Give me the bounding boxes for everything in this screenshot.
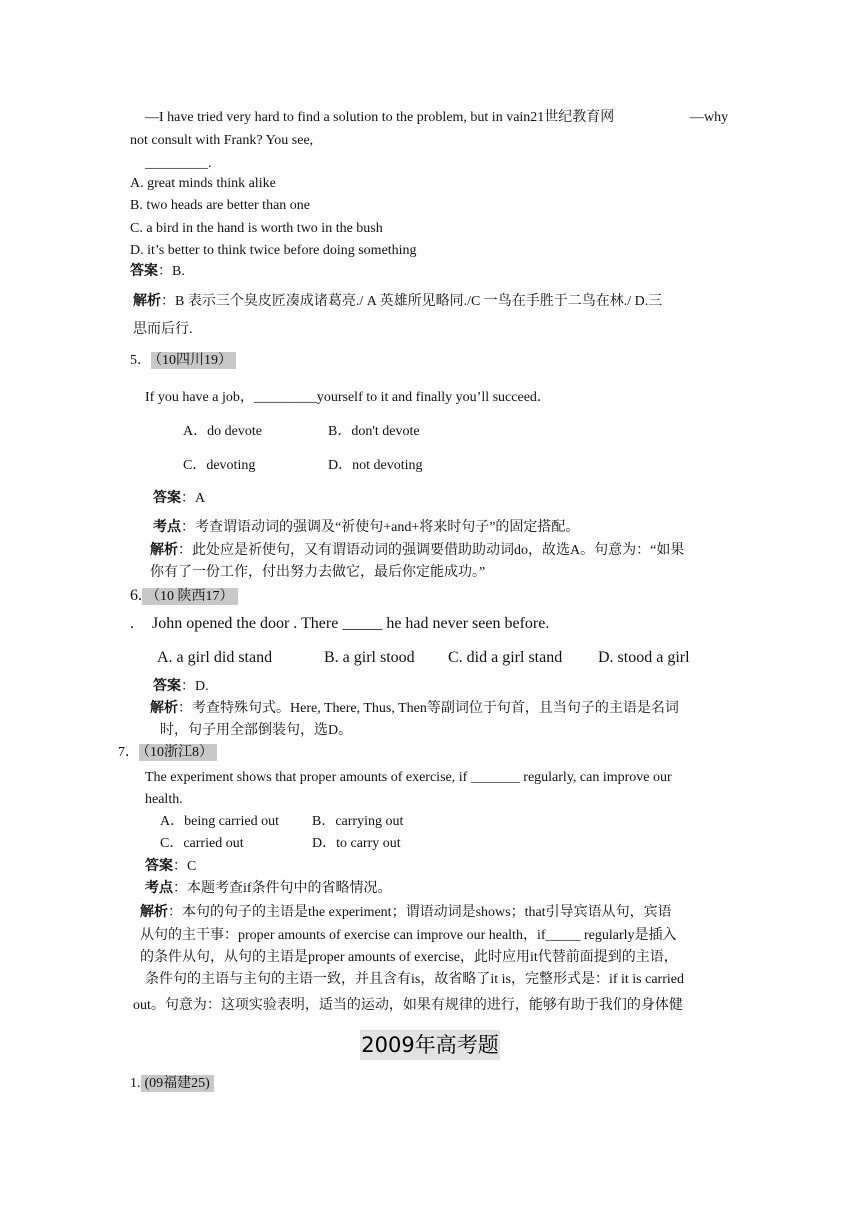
q2009-1-header — [130, 1074, 214, 1094]
q7-analysis-text1: ：本句的句子的主语是the experiment；谓语动词是shows；that引导宾语从句，宾语 — [168, 905, 672, 920]
q7-answer-value: ：C — [173, 859, 197, 874]
q6-source-tag: （10 陕西17） — [142, 588, 238, 605]
q4-stem-line2: not consult with Frank? You see, — [130, 133, 314, 148]
q6-analysis-line1 — [150, 699, 679, 719]
q7-analysis-line3: 的条件从句，从句的主语是proper amounts of exercise，此时应用it代替前面提到的主语， — [140, 950, 678, 965]
q6-option-a: A. a girl did stand — [157, 649, 273, 666]
q4-answer-label: 答案 — [130, 264, 158, 279]
q6-analysis-text1: ：考查特殊句式。Here, There, Thus, Then等副词位于句首，且当句子的主语是名词 — [178, 701, 679, 716]
q7-analysis-line5: out。句意为：这项实验表明，适当的运动，如果有规律的进行，能够有助于我们的身体健 — [133, 998, 683, 1013]
q5-analysis-line2: 你有了一份工作，付出努力去做它，最后你定能成功。” — [150, 565, 486, 580]
q7-stem-line2: health. — [145, 792, 183, 807]
q4-analysis-line2: 思而后行. — [133, 322, 193, 337]
q7-point-text: ：本题考查if条件句中的省略情况。 — [173, 881, 392, 896]
q7-header — [118, 743, 217, 763]
q7-point-label: 考点 — [145, 881, 173, 896]
q6-answer-value: ：D. — [181, 679, 209, 694]
q5-option-a: A．do devote — [183, 424, 262, 439]
q5-answer — [153, 489, 205, 509]
q6-number: 6. — [130, 587, 142, 604]
q6-answer-label: 答案 — [153, 679, 181, 694]
q6-option-b: B. a girl stood — [324, 649, 415, 666]
q4-stem-line1-why: —why — [690, 110, 729, 125]
q7-option-d: D．to carry out — [312, 836, 401, 851]
q4-stem-line1: —I have tried very hard to find a solution to the problem, but in vain21世纪教育网 — [145, 110, 615, 125]
q7-option-b: B．carrying out — [312, 814, 404, 829]
q6-dot: . — [130, 615, 134, 632]
q7-answer-label: 答案 — [145, 859, 173, 874]
q5-answer-value: ：A — [181, 491, 206, 506]
q7-option-c: C．carried out — [160, 836, 244, 851]
q7-source-tag: （10浙江8） — [139, 744, 217, 761]
q7-analysis-label: 解析 — [140, 905, 168, 920]
q4-analysis-line1 — [133, 292, 662, 312]
q5-stem: If you have a job，_________yourself to it and finally you’ll succeed． — [145, 390, 551, 405]
q6-analysis-line2: 时，句子用全部倒装句，选D。 — [160, 723, 353, 738]
q4-option-d: D. it’s better to think twice before doing something — [130, 243, 417, 258]
q4-analysis-label: 解析 — [133, 294, 161, 309]
q6-answer — [153, 677, 209, 697]
q4-analysis-text1: ：B 表示三个臭皮匠凑成诸葛亮./ A 英雄所见略同./C 一鸟在手胜于二鸟在林./ D.三 — [161, 294, 663, 309]
q6-header — [130, 585, 238, 608]
q7-number: 7． — [118, 745, 139, 760]
q6-stem: John opened the door . There _____ he had never seen before. — [152, 615, 550, 632]
section-heading-2009: 2009年高考题 — [360, 1030, 500, 1060]
q7-answer — [145, 857, 196, 877]
q6-option-d: D. stood a girl — [598, 649, 690, 666]
q6-option-c: C. did a girl stand — [448, 649, 563, 666]
q5-header — [130, 351, 236, 371]
q5-source-tag: （10四川19） — [151, 352, 236, 369]
q5-option-b: B．don't devote — [328, 424, 420, 439]
q5-analysis-text1: ：此处应是祈使句，又有谓语动词的强调要借助助动词do，故选A。句意为：“如果 — [178, 543, 685, 558]
q2009-1-number: 1. — [130, 1076, 141, 1091]
q4-answer-value: ：B. — [158, 264, 185, 279]
q5-point-label: 考点 — [153, 520, 181, 535]
q5-point — [153, 518, 579, 538]
q5-answer-label: 答案 — [153, 491, 181, 506]
q4-option-a: A. great minds think alike — [130, 176, 276, 191]
q4-option-b: B. two heads are better than one — [130, 198, 310, 213]
q5-option-c: C．devoting — [183, 458, 256, 473]
q5-analysis-label: 解析 — [150, 543, 178, 558]
q4-blank: _________. — [145, 156, 212, 171]
q7-stem-line1: The experiment shows that proper amounts of exercise, if _______ regularly, can improve our — [145, 770, 672, 785]
q7-point — [145, 879, 392, 899]
q5-analysis-line1 — [150, 541, 684, 561]
q5-point-text: ：考查谓语动词的强调及“祈使句+and+将来时句子”的固定搭配。 — [181, 520, 580, 535]
q7-analysis-line1 — [140, 903, 672, 923]
q6-analysis-label: 解析 — [150, 701, 178, 716]
q5-option-d: D．not devoting — [328, 458, 423, 473]
q7-analysis-line2: 从句的主干事：proper amounts of exercise can improve our health，if_____ regularly是插入 — [140, 928, 677, 943]
q5-number: 5． — [130, 353, 151, 368]
q2009-1-source-tag: (09福建25) — [141, 1075, 214, 1092]
q4-answer — [130, 262, 185, 282]
q7-analysis-line4: 条件句的主语与主句的主语一致，并且含有is，故省略了it is，完整形式是：if it is carried — [145, 972, 684, 987]
q4-option-c: C. a bird in the hand is worth two in the bush — [130, 221, 383, 236]
q7-option-a: A．being carried out — [160, 814, 279, 829]
